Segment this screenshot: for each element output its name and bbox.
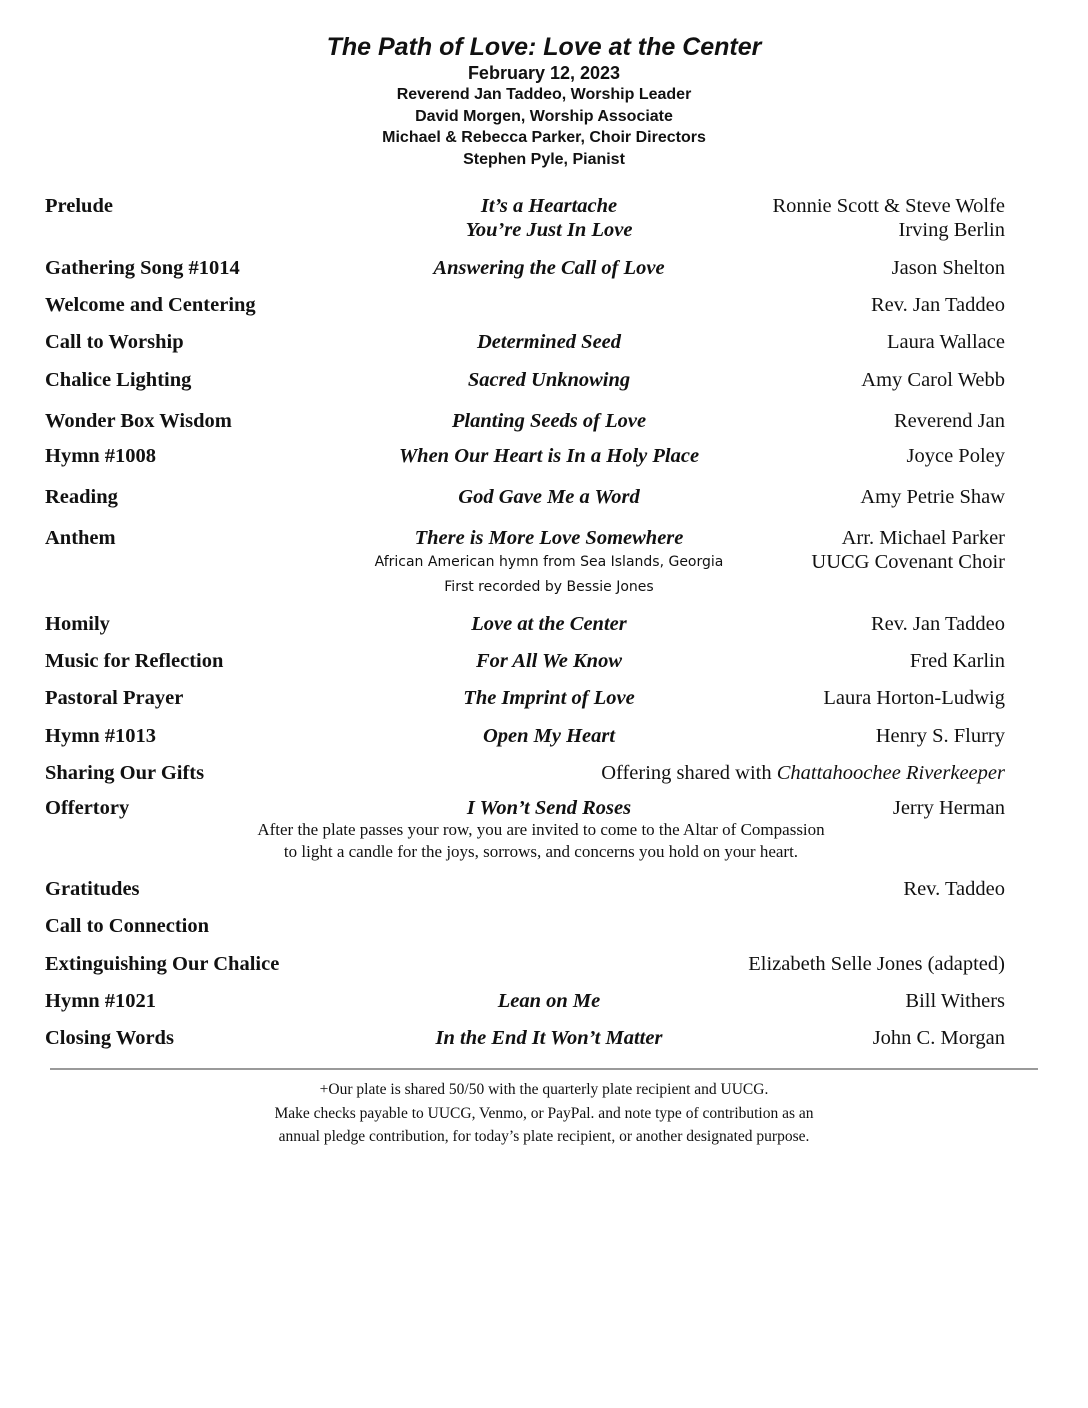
order-label: Call to Worship [45, 331, 184, 353]
order-row-reading [45, 485, 1005, 515]
order-author: Rev. Jan Taddeo [870, 294, 1005, 316]
order-row-prelude [45, 194, 1005, 244]
order-row-hymn-1013 [45, 724, 1005, 754]
order-author: Fred Karlin [909, 650, 1005, 672]
order-piece: When Our Heart is In a Holy Place [398, 445, 700, 467]
bulletin-header [0, 32, 1088, 170]
order-piece: You’re Just In Love [465, 219, 633, 241]
order-author: John C. Morgan [872, 1027, 1005, 1049]
order-piece: It’s a Heartache [480, 195, 618, 217]
order-label: Chalice Lighting [45, 369, 192, 391]
order-piece: Answering the Call of Love [433, 257, 665, 279]
order-piece: Determined Seed [476, 331, 622, 353]
offertory-note: to light a candle for the joys, sorrows, and concerns you hold on your heart. [283, 842, 799, 861]
order-row-gathering-song [45, 256, 1005, 286]
offering-prefix: Offering shared with [601, 762, 777, 784]
order-label: Sharing Our Gifts [45, 762, 205, 784]
order-piece: In the End It Won’t Matter [435, 1027, 663, 1049]
order-author: UUCG Covenant Choir [811, 551, 1005, 573]
footer-line: +Our plate is shared 50/50 with the quarterly plate recipient and UUCG. [319, 1081, 769, 1098]
order-row-offertory [45, 796, 1005, 866]
order-row-chalice-lighting [45, 368, 1005, 398]
order-row-sharing-our-gifts [45, 761, 1005, 791]
order-label: Gratitudes [45, 878, 140, 900]
order-row-call-to-connection [45, 914, 1005, 944]
order-author: Rev. Jan Taddeo [870, 613, 1005, 635]
order-row-music-for-reflection [45, 649, 1005, 679]
order-row-closing-words [45, 1026, 1005, 1056]
order-piece: Lean on Me [497, 990, 601, 1012]
order-label: Offertory [45, 797, 130, 819]
order-label: Extinguishing Our Chalice [45, 953, 280, 975]
order-author: Elizabeth Selle Jones (adapted) [748, 953, 1005, 975]
order-piece: There is More Love Somewhere [414, 527, 684, 549]
footer-line: Make checks payable to UUCG, Venmo, or PayPal. and note type of contribution as an [274, 1104, 814, 1122]
order-row-hymn-1021 [45, 989, 1005, 1019]
order-piece: I Won’t Send Roses [466, 797, 632, 819]
order-author: Irving Berlin [898, 219, 1005, 241]
order-label: Anthem [45, 527, 116, 549]
offertory-note: After the plate passes your row, you are invited to come to the Altar of Compassion [257, 820, 825, 839]
service-date: February 12, 2023 [467, 63, 621, 83]
order-author: Henry S. Flurry [875, 725, 1005, 747]
credit-worship-associate: David Morgen, Worship Associate [415, 107, 673, 125]
order-piece: Sacred Unknowing [467, 369, 631, 391]
divider-line [50, 1068, 1038, 1070]
order-label: Homily [45, 613, 110, 635]
order-label: Music for Reflection [45, 650, 224, 672]
order-label: Wonder Box Wisdom [45, 410, 232, 432]
order-label: Hymn #1021 [45, 990, 157, 1012]
order-piece: Love at the Center [471, 613, 627, 635]
order-row-extinguishing [45, 952, 1005, 982]
order-author: Reverend Jan [894, 410, 1005, 432]
service-title: The Path of Love: Love at the Center [326, 33, 762, 61]
order-author: Bill Withers [905, 990, 1005, 1012]
anthem-note: African American hymn from Sea Islands, Georgia [374, 554, 724, 570]
order-label: Reading [45, 486, 118, 508]
order-row-pastoral-prayer [45, 686, 1005, 716]
order-author: Amy Petrie Shaw [860, 486, 1005, 508]
order-author: Arr. Michael Parker [841, 527, 1005, 549]
anthem-note: First recorded by Bessie Jones [444, 579, 654, 595]
order-label: Pastoral Prayer [45, 687, 184, 709]
order-label: Gathering Song #1014 [45, 257, 240, 279]
order-author: Laura Horton-Ludwig [823, 687, 1005, 709]
credit-pianist: Stephen Pyle, Pianist [463, 150, 625, 168]
order-row-welcome [45, 293, 1005, 323]
order-author: Rev. Taddeo [903, 878, 1005, 900]
order-label: Hymn #1008 [45, 445, 157, 467]
offering-text [601, 761, 1005, 785]
order-row-gratitudes [45, 877, 1005, 907]
order-row-homily [45, 612, 1005, 642]
order-piece: The Imprint of Love [463, 687, 635, 709]
order-row-call-to-worship [45, 330, 1005, 360]
order-row-anthem [45, 526, 1005, 602]
order-author: Amy Carol Webb [861, 369, 1005, 391]
order-piece: Planting Seeds of Love [451, 410, 647, 432]
order-label: Call to Connection [45, 915, 209, 937]
order-author: Laura Wallace [886, 331, 1005, 353]
order-row-hymn-1008 [45, 444, 1005, 474]
order-author: Jason Shelton [891, 257, 1005, 279]
footer-line: annual pledge contribution, for today’s plate recipient, or another designated purpose. [278, 1128, 810, 1145]
order-piece: God Gave Me a Word [458, 486, 640, 508]
order-author: Jerry Herman [892, 797, 1005, 819]
order-author: Joyce Poley [906, 445, 1005, 467]
credit-worship-leader: Reverend Jan Taddeo, Worship Leader [396, 86, 692, 103]
order-author: Ronnie Scott & Steve Wolfe [772, 195, 1005, 217]
credit-choir-directors: Michael & Rebecca Parker, Choir Directors [382, 129, 706, 146]
order-piece: Open My Heart [482, 725, 616, 747]
order-row-wonder-box [45, 409, 1005, 439]
order-piece: For All We Know [475, 650, 623, 672]
order-label: Closing Words [45, 1027, 174, 1049]
order-label: Welcome and Centering [45, 294, 256, 316]
offering-recipient: Chattahoochee Riverkeeper [776, 762, 1005, 784]
plate-footer [0, 1078, 1088, 1149]
order-label: Prelude [45, 195, 113, 217]
order-label: Hymn #1013 [45, 725, 157, 747]
